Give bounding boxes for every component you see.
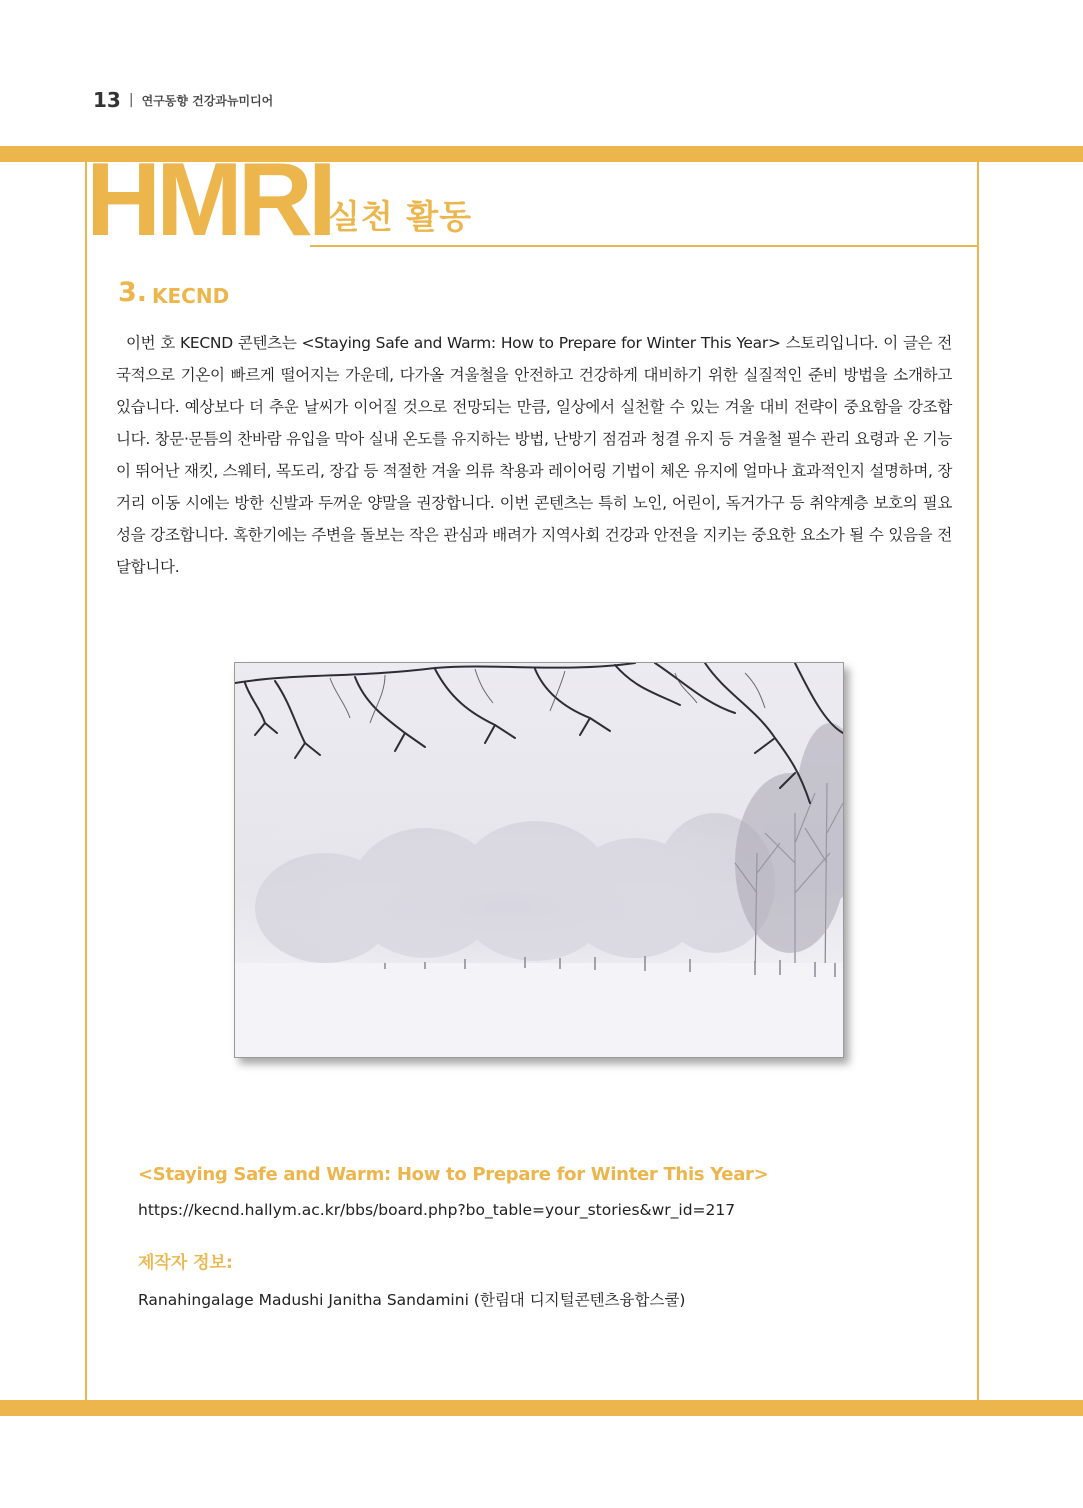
article-name: KECND — [152, 284, 230, 308]
story-link-title: <Staying Safe and Warm: How to Prepare for Winter This Year> — [138, 1164, 769, 1185]
page-number: 13 — [93, 88, 121, 112]
creator-name: Ranahingalage Madushi Janitha Sandamini (한림대 디지털콘텐츠융합스쿨) — [138, 1291, 686, 1309]
winter-landscape-photo — [234, 662, 844, 1058]
bottom-accent-bar — [0, 1400, 1083, 1416]
page-header — [93, 88, 273, 112]
article-number: 3. — [118, 277, 148, 308]
creator-info-label: 제작자 정보: — [138, 1253, 233, 1273]
header-separator: | — [128, 92, 134, 108]
frame-right-rule — [977, 162, 979, 1400]
frame-left-rule — [85, 162, 87, 1400]
section-title: 실천 활동 — [328, 197, 473, 236]
hmri-logo: HMRI — [86, 142, 332, 258]
running-title: 연구동향 건강과뉴미디어 — [141, 93, 274, 108]
article-body: 이번 호 KECND 콘텐츠는 <Staying Safe and Warm: How to Prepare for Winter This Year> 스토리입니다. 이 글은 전국적으로 기온이 빠르게 떨어지는 가운데, 다가올 겨울철을 안전하고 건강하게 대비하기 위한 실질적인 준비 방법을 소개하고 있습니다. 예상보다 더 추운 날씨가 이어질 것으로 전망되는 만큼, 일상에서 실천할 수 있는 겨울 대비 전략이 중요함을 강조합니다. 창문·문틈의 찬바람 유입을 막아 실내 온도를 유지하는 방법, 난방기 점검과 청결 유지 등 겨울철 필수 관리 요령과 온 기능이 뛰어난 재킷, 스웨터, 목도리, 장갑 등 적절한 겨울 의류 착용과 레이어링 기법이 체온 유지에 얼마나 효과적인지 설명하며, 장거리 이동 시에는 방한 신발과 두꺼운 양말을 권장합니다. 이번 콘텐츠는 특히 노인, 어린이, 독거가구 등 취약계층 보호의 필요성을 강조합니다. 혹한기에는 주변을 돌보는 작은 관심과 배려가 지역사회 건강과 안전을 지키는 중요한 요소가 될 수 있음을 전달합니다. — [116, 334, 952, 576]
story-url[interactable]: https://kecnd.hallym.ac.kr/bbs/board.php?bo_table=your_stories&wr_id=217 — [138, 1201, 736, 1219]
title-underline-rule — [310, 245, 979, 247]
